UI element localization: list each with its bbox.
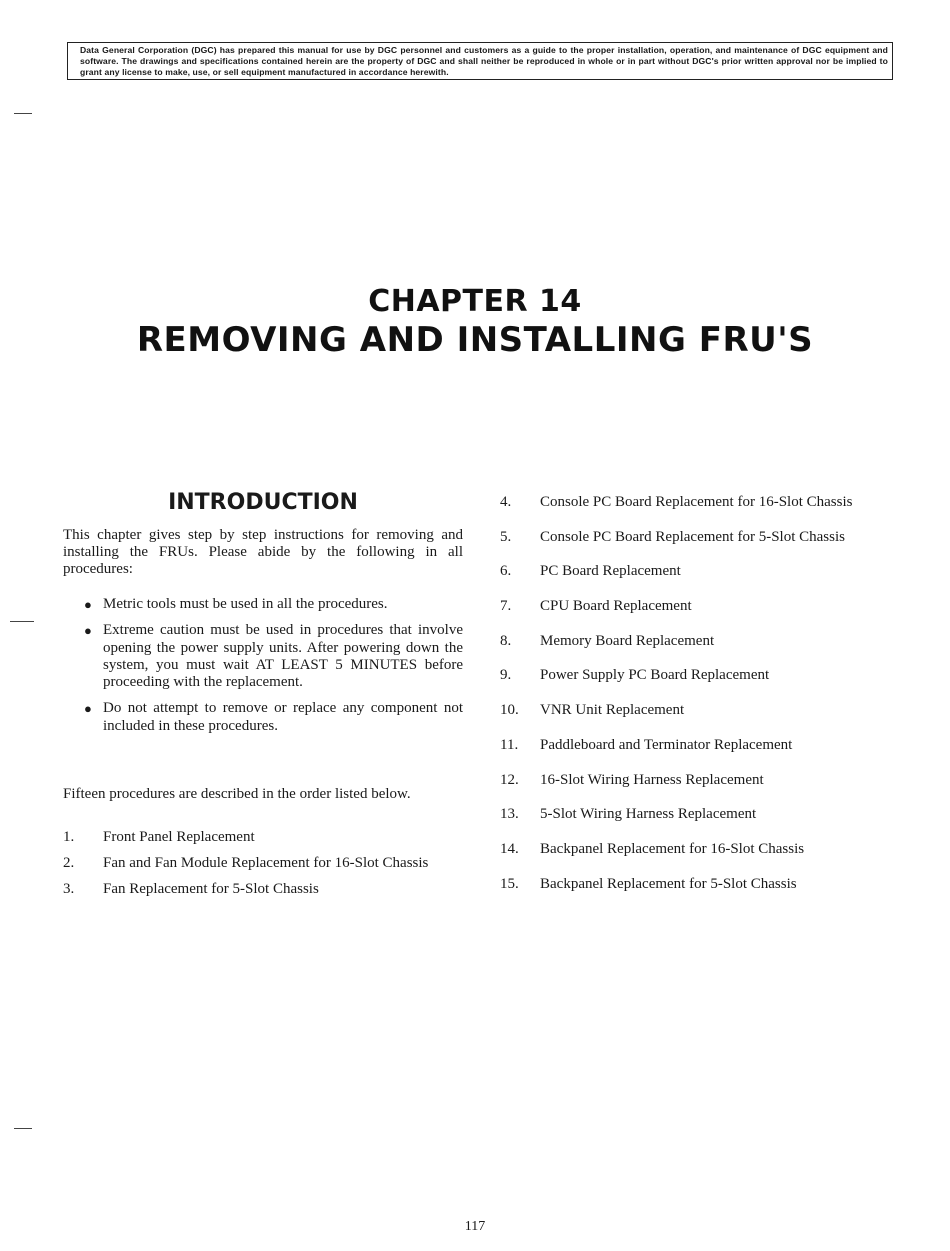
list-item	[500, 563, 900, 580]
item-number: 14.	[500, 840, 519, 857]
item-text: 16-Slot Wiring Harness Replacement	[540, 771, 764, 788]
item-number: 13.	[500, 806, 519, 823]
list-item	[500, 667, 900, 684]
item-text: Memory Board Replacement	[540, 632, 715, 649]
item-number: 8.	[500, 632, 512, 649]
list-item	[500, 806, 900, 823]
item-text: Paddleboard and Terminator Replacement	[540, 736, 793, 753]
page-number: 117	[464, 1219, 486, 1234]
item-number: 7.	[500, 598, 512, 615]
item-number: 3.	[63, 881, 75, 897]
item-number: 6.	[500, 563, 512, 580]
bullet-icon: ●	[84, 701, 92, 717]
item-number: 5.	[500, 528, 512, 545]
item-text: Power Supply PC Board Replacement	[540, 667, 770, 684]
list-item	[500, 841, 900, 858]
item-text: Fan Replacement for 5-Slot Chassis	[103, 881, 319, 897]
list-item	[63, 881, 463, 898]
copyright-notice-text: Data General Corporation (DGC) has prepared this manual for use by DGC personnel and customers as a guide to the proper installation, operation, and maintenance of DGC equipment and software. The drawings and specifications contained herein are the property of DGC and shall neither be reproduced in whole or in part without DGC's prior written approval nor be implied to grant any license to make, use, or sell equipment manufactured in accordance herewith.	[80, 45, 888, 77]
item-text: Front Panel Replacement	[103, 829, 255, 845]
bullet-text: Do not attempt to remove or replace any component not included in these procedures.	[103, 700, 463, 734]
item-text: 5-Slot Wiring Harness Replacement	[540, 806, 757, 823]
bullet-text: Metric tools must be used in all the procedures.	[103, 596, 388, 612]
list-item	[500, 737, 900, 754]
item-text: CPU Board Replacement	[540, 598, 692, 615]
chapter-title: REMOVING AND INSTALLING FRU'S	[136, 320, 814, 360]
list-item	[63, 829, 463, 846]
list-item	[63, 622, 463, 691]
list-item	[500, 633, 900, 650]
item-number: 4.	[500, 494, 512, 510]
item-number: 1.	[63, 829, 75, 845]
item-text: PC Board Replacement	[540, 563, 681, 580]
item-number: 12.	[500, 771, 519, 788]
item-text: Console PC Board Replacement for 16-Slot Chassis	[540, 494, 853, 510]
list-item	[63, 855, 463, 872]
margin-mark	[14, 1128, 32, 1129]
item-text: Backpanel Replacement for 16-Slot Chassis	[540, 840, 805, 857]
precaution-list	[63, 596, 463, 744]
margin-mark	[10, 621, 34, 622]
list-item	[500, 772, 900, 789]
procedure-list-left	[63, 829, 463, 907]
copyright-notice	[67, 42, 893, 80]
list-intro-paragraph: Fifteen procedures are described in the order listed below.	[63, 786, 411, 802]
bullet-icon: ●	[84, 623, 92, 639]
list-item	[500, 598, 900, 615]
list-item	[500, 876, 900, 893]
list-item	[63, 596, 463, 613]
item-number: 10.	[500, 702, 519, 719]
list-item	[500, 494, 900, 511]
intro-paragraph: This chapter gives step by step instructions for removing and installing the FRUs. Please abide by the following in all procedures:	[63, 527, 463, 577]
list-item	[500, 529, 900, 546]
item-number: 11.	[500, 736, 519, 753]
procedure-list-right	[500, 494, 900, 910]
item-text: Backpanel Replacement for 5-Slot Chassis	[540, 875, 797, 892]
bullet-icon: ●	[84, 597, 92, 612]
list-item	[63, 700, 463, 735]
item-text: Console PC Board Replacement for 5-Slot Chassis	[540, 528, 845, 545]
item-text: VNR Unit Replacement	[540, 702, 685, 719]
item-number: 2.	[63, 855, 75, 871]
list-item	[500, 702, 900, 719]
margin-mark	[14, 113, 32, 114]
item-number: 15.	[500, 875, 519, 892]
item-text: Fan and Fan Module Replacement for 16-Slot Chassis	[103, 855, 429, 871]
bullet-text: Extreme caution must be used in procedures that involve opening the power supply units. After powering down the system, you must wait AT LEAST 5 MINUTES before proceeding with the replacement.	[103, 622, 463, 691]
chapter-number: CHAPTER 14	[368, 284, 582, 319]
item-number: 9.	[500, 667, 512, 684]
section-heading: INTRODUCTION	[168, 490, 358, 515]
